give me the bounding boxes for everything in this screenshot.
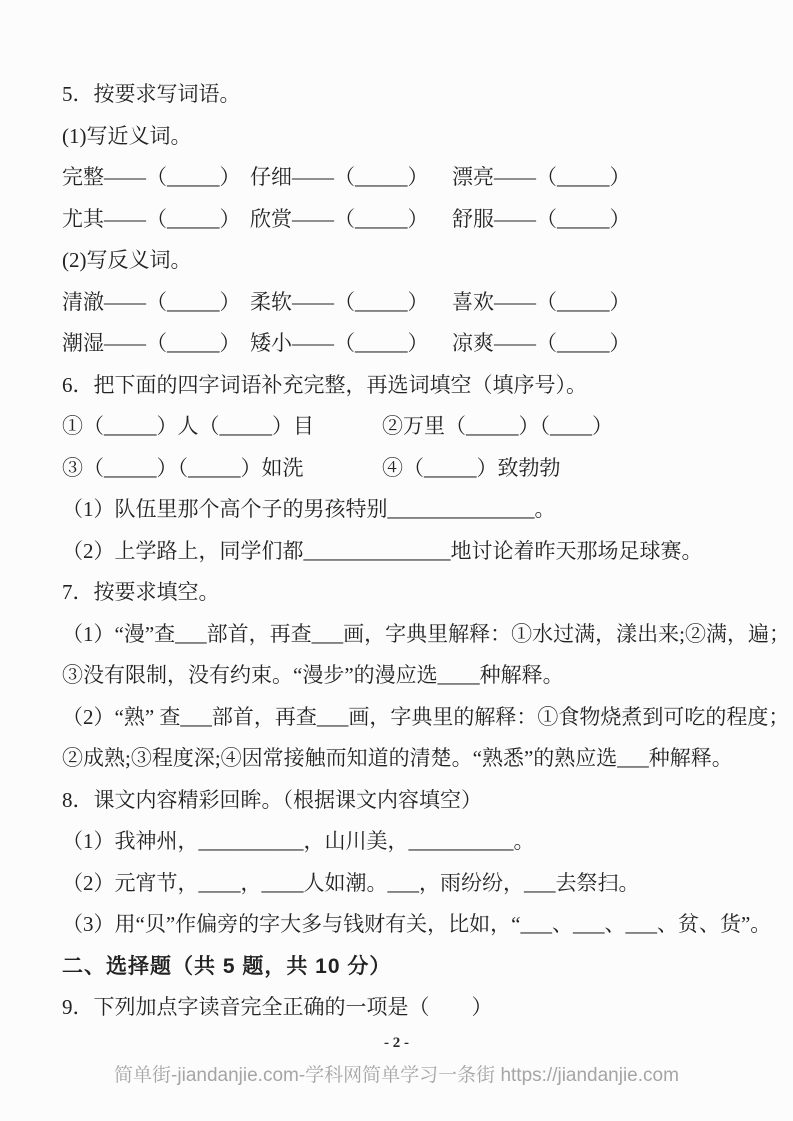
q6-idiom-row: [62, 406, 753, 448]
question-5-title: 5．按要求写词语。: [62, 82, 241, 106]
question-6-title: 6．把下面的四字词语补充完整，再选词填空（填序号）。: [62, 372, 587, 397]
footer-watermark: 简单街-jiandanjie.com-学科网简单学习一条街 https://jiandanjie.com: [114, 1064, 679, 1086]
synonym-item: 欣赏——（_____）: [250, 206, 429, 231]
q8-line-1: （1）我神州，__________，山川美，__________。: [62, 829, 535, 853]
antonym-item: 矮小——（_____）: [250, 331, 429, 355]
antonym-item: 潮湿——（_____）: [62, 331, 241, 355]
q5-antonym-row: [62, 282, 753, 324]
q5-synonym-row: [62, 157, 753, 199]
synonym-item: 舒服——（_____）: [452, 206, 631, 231]
question-9-title: 9．下列加点字读音完全正确的一项是（ ）: [62, 995, 493, 1019]
question-7-title: 7．按要求填空。: [62, 580, 220, 604]
q6-fill-blank-1: （1）队伍里那个高个子的男孩特别______________。: [62, 497, 556, 521]
idiom-item: ④（_____）致勃勃: [382, 455, 561, 480]
antonym-item: 柔软——（_____）: [250, 289, 429, 314]
question-8-title: 8．课文内容精彩回眸。（根据课文内容填空）: [62, 787, 482, 812]
q6-idiom-row: [62, 448, 753, 490]
synonym-item: 仔细——（_____）: [250, 165, 429, 189]
q5-part1-label: (1)写近义词。: [62, 123, 192, 148]
antonym-item: 喜欢——（_____）: [452, 289, 631, 314]
q5-part2-label: (2)写反义词。: [62, 248, 192, 272]
q7-part1-line2: ③没有限制，没有约束。“漫步”的漫应选____种解释。: [62, 663, 564, 687]
q5-antonym-row: [62, 323, 753, 365]
antonym-item: 清澈——（_____）: [62, 289, 241, 314]
antonym-item: 凉爽——（_____）: [452, 331, 631, 355]
synonym-item: 漂亮——（_____）: [452, 165, 631, 189]
synonym-item: 尤其——（_____）: [62, 206, 241, 231]
q8-line-3: （3）用“贝”作偏旁的字大多与钱财有关，比如，“___、___、___、贫、货”。: [62, 912, 772, 936]
q6-fill-blank-2: （2）上学路上，同学们都______________地讨论着昨天那场足球赛。: [62, 538, 703, 563]
idiom-item: ③（_____）（_____）如洗: [62, 455, 304, 480]
q8-line-2: （2）元宵节，____，____人如潮。___，雨纷纷，___去祭扫。: [62, 870, 640, 895]
q7-part2-line1: （2）“熟” 查___部首，再查___画，字典里的解释：①食物烧煮到可吃的程度；: [62, 704, 790, 729]
section-2-title: 二、选择题（共 5 题，共 10 分）: [62, 954, 392, 978]
q7-part2-line2: ②成熟;③程度深;④因常接触而知道的清楚。“熟悉”的熟应选___种解释。: [62, 746, 733, 770]
synonym-item: 完整——（_____）: [62, 165, 241, 189]
page-number: - 2 -: [384, 1034, 409, 1051]
idiom-item: ②万里（_____）（____）: [382, 414, 613, 438]
idiom-item: ①（_____）人（_____）目: [62, 414, 314, 438]
q5-synonym-row: [62, 199, 753, 241]
q7-part1-line1: （1）“漫”查___部首，再查___画，字典里解释：①水过满，漾出来;②满，遍；: [62, 621, 790, 646]
